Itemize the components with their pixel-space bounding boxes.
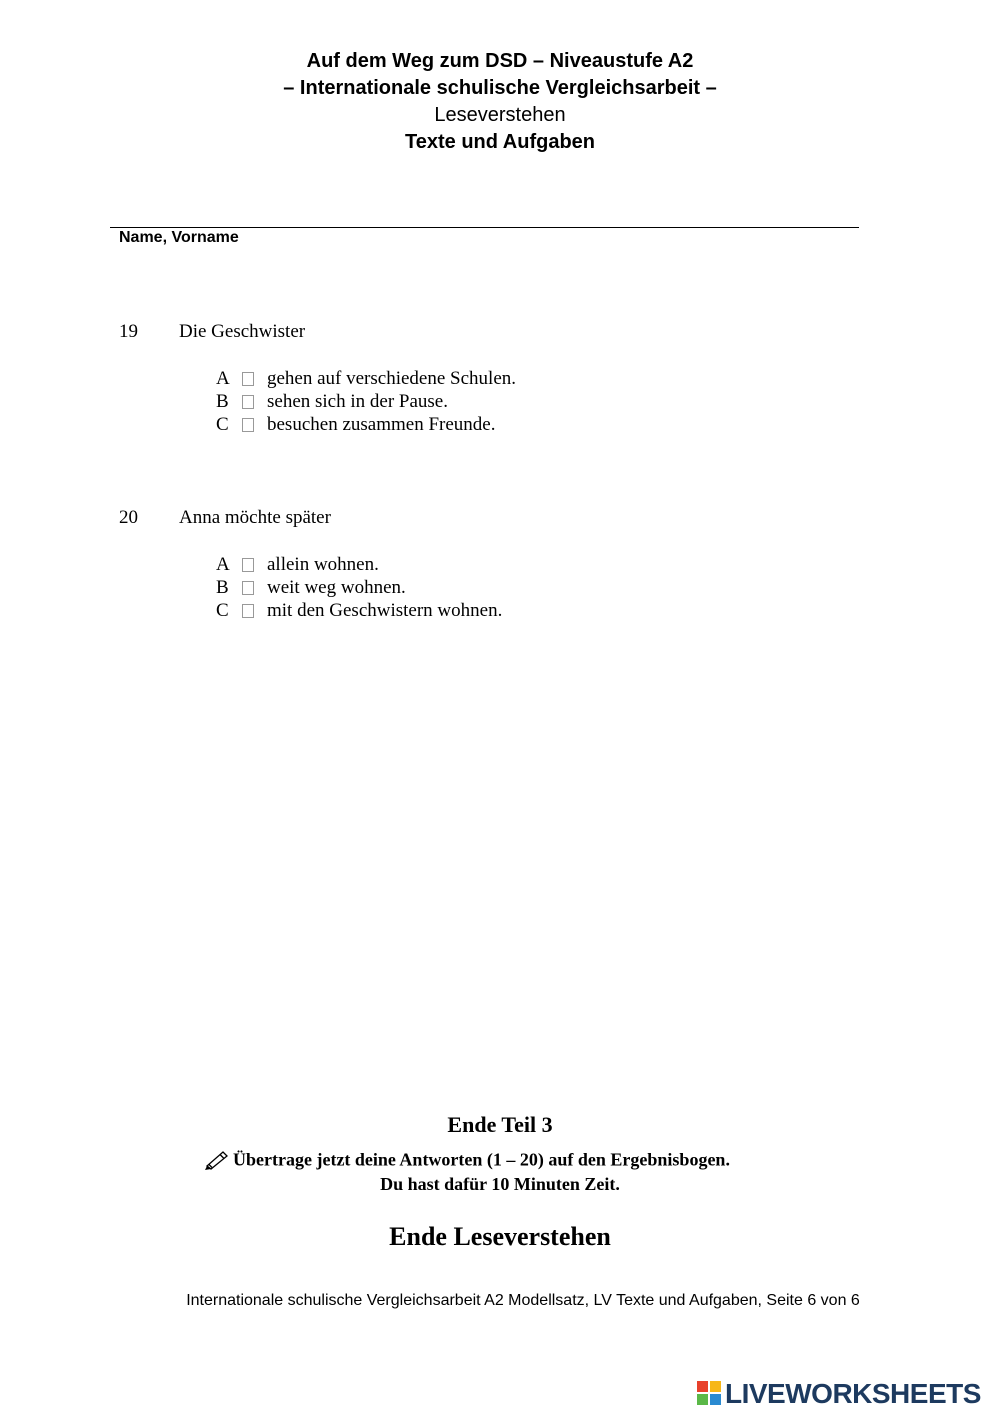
name-field-label: Name, Vorname: [119, 229, 239, 246]
pencil-icon: [203, 1148, 233, 1175]
liveworksheets-logo-icon: [697, 1381, 723, 1407]
option-checkbox[interactable]: [242, 558, 254, 572]
header-section: Leseverstehen: [434, 104, 566, 126]
name-field-line[interactable]: [110, 227, 859, 228]
brand-wordmark: LIVEWORKSHEETS: [725, 1378, 981, 1409]
option-checkbox[interactable]: [242, 581, 254, 595]
page-footer: Internationale schulische Vergleichsarbeit A2 Modellsatz, LV Texte und Aufgaben, Seite 6 von 6: [186, 1292, 860, 1309]
option-text: mit den Geschwistern wohnen.: [267, 600, 503, 621]
option-text: besuchen zusammen Freunde.: [267, 414, 496, 435]
option-checkbox[interactable]: [242, 604, 254, 618]
option-letter: B: [216, 577, 229, 598]
option-checkbox[interactable]: [242, 395, 254, 409]
end-section-heading: Ende Leseverstehen: [389, 1222, 611, 1251]
option-checkbox[interactable]: [242, 418, 254, 432]
question-number: 20: [119, 507, 138, 528]
header-title: Auf dem Weg zum DSD – Niveaustufe A2: [306, 50, 694, 72]
time-note: Du hast dafür 10 Minuten Zeit.: [380, 1174, 620, 1194]
instruction-text: Übertrage jetzt deine Antworten (1 – 20) auf den Ergebnisbogen.: [233, 1149, 730, 1170]
question-number: 19: [119, 321, 138, 342]
end-part-heading: Ende Teil 3: [447, 1112, 553, 1137]
header-part: Texte und Aufgaben: [405, 131, 595, 153]
option-letter: C: [216, 600, 229, 621]
option-letter: A: [216, 554, 230, 575]
question-stem: Anna möchte später: [179, 507, 331, 528]
option-text: allein wohnen.: [267, 554, 379, 575]
option-letter: B: [216, 391, 229, 412]
liveworksheets-brand[interactable]: [697, 1378, 981, 1410]
question-stem: Die Geschwister: [179, 321, 306, 342]
option-checkbox[interactable]: [242, 372, 254, 386]
header-subtitle: – Internationale schulische Vergleichsarbeit –: [283, 77, 717, 99]
document-header: [0, 48, 1000, 156]
option-letter: C: [216, 414, 229, 435]
option-text: gehen auf verschiedene Schulen.: [267, 368, 517, 389]
option-text: sehen sich in der Pause.: [267, 391, 448, 412]
option-text: weit weg wohnen.: [267, 577, 406, 598]
option-letter: A: [216, 368, 230, 389]
